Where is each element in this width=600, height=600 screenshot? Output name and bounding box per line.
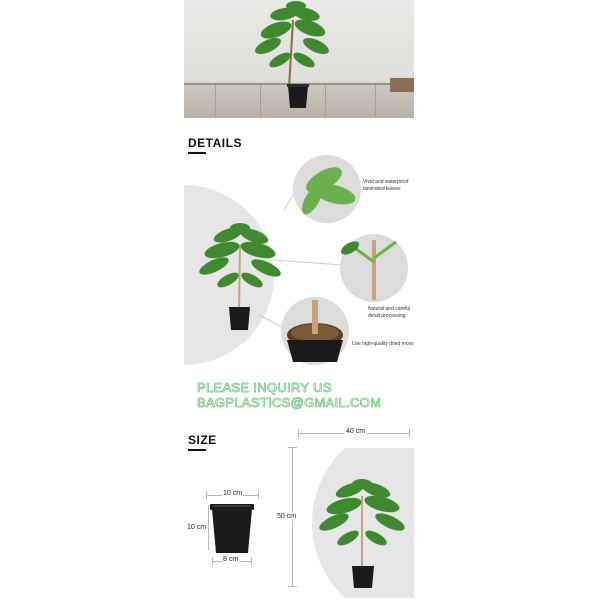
size-heading: SIZE [188, 433, 217, 451]
pot-height-label: 10 cm [187, 524, 207, 531]
pot-bottom-label: 8 cm [223, 556, 239, 563]
size-plant-illustration [296, 448, 414, 598]
detail-note-processing: Natural and careful detail processing [368, 306, 411, 319]
hero-plant-illustration [184, 0, 414, 118]
contact-inquiry-text: PLEASE INQUIRY US [197, 380, 332, 395]
plant-height-label: 50 cm [277, 513, 297, 520]
pot-height-line [208, 505, 209, 550]
detail-note-moss: Use high-quality dried moss [352, 341, 414, 347]
detail-note-leaves: Vivid and waterproof laminated leaves [363, 179, 409, 192]
details-heading: DETAILS [188, 136, 242, 154]
pot-top-label: 10 cm [223, 490, 243, 497]
plant-width-label: 40 cm [346, 428, 366, 435]
contact-email-text: BAGPLASTICS@GMAIL.COM [197, 395, 382, 410]
hero-photo [184, 0, 414, 118]
pot-illustration [210, 503, 254, 555]
